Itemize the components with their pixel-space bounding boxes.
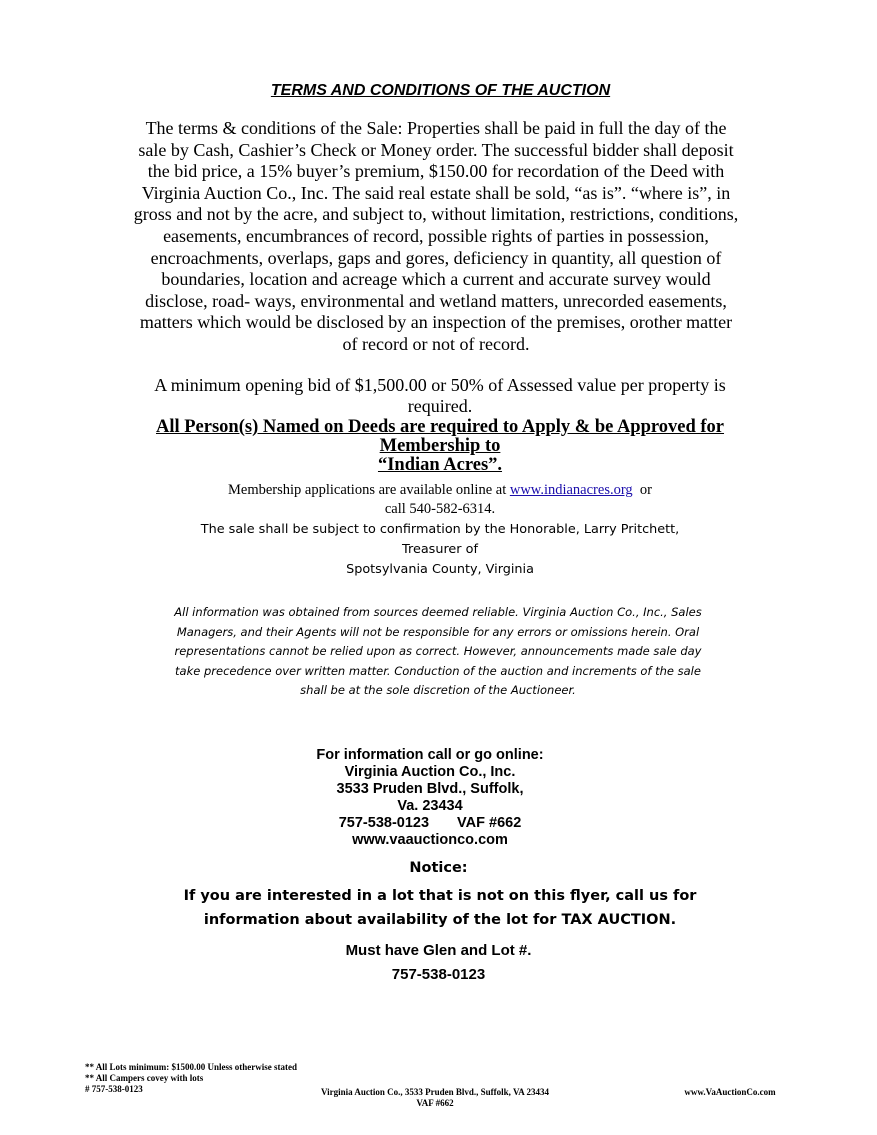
footer-note: ** All Campers covey with lots bbox=[85, 1073, 204, 1083]
terms-line: of record or not of record. bbox=[342, 333, 530, 354]
notice-heading: Notice: bbox=[409, 860, 468, 876]
approval-line: All Person(s) Named on Deeds are required to Apply & be Approved for bbox=[155, 417, 725, 437]
terms-paragraph bbox=[96, 118, 776, 356]
notice-line: If you are interested in a lot that is not on this flyer, call us for bbox=[183, 888, 697, 904]
membership-text-or: or bbox=[632, 482, 652, 498]
confirmation-line: The sale shall be subject to confirmation by the Honorable, Larry Pritchett, bbox=[200, 522, 680, 537]
disclaimer-line: representations cannot be relied upon as correct. However, announcements made sale day bbox=[174, 644, 702, 658]
contact-block bbox=[130, 747, 730, 849]
terms-line: the bid price, a 15% buyer’s premium, $150.00 for recordation of the Deed with bbox=[147, 161, 725, 182]
terms-line: matters which would be disclosed by an inspection of the premises, orother matter bbox=[139, 312, 733, 333]
glen-lot-requirement: Must have Glen and Lot #. bbox=[345, 942, 532, 959]
confirmation-statement bbox=[140, 520, 740, 580]
contact-heading: For information call or go online: bbox=[316, 747, 544, 763]
footer-phone: # 757-538-0123 bbox=[85, 1084, 143, 1094]
terms-line: sale by Cash, Cashier’s Check or Money order. The successful bidder shall deposit bbox=[138, 139, 734, 160]
disclaimer-line: take precedence over written matter. Conduction of the auction and increments of the sale bbox=[175, 663, 701, 678]
contact-website: www.vaauctionco.com bbox=[352, 832, 508, 848]
membership-phone: call 540-582-6314. bbox=[384, 501, 496, 517]
notice-text bbox=[80, 884, 800, 932]
terms-line: encroachments, overlaps, gaps and gores, deficiency in quantity, all question of bbox=[150, 247, 722, 268]
footer-notes bbox=[85, 1062, 297, 1095]
notice-phone: 757-538-0123 bbox=[391, 966, 486, 983]
footer-vaf: VAF #662 bbox=[416, 1098, 454, 1108]
terms-line: easements, encumbrances of record, possible rights of parties in possession, bbox=[163, 225, 709, 246]
approval-line: Membership to bbox=[379, 436, 501, 456]
footer-note: ** All Lots minimum: $1500.00 Unless otherwise stated bbox=[85, 1062, 297, 1072]
disclaimer bbox=[128, 603, 748, 701]
address-line-2: Va. 23434 bbox=[397, 798, 463, 814]
page-title: TERMS AND CONDITIONS OF THE AUCTION bbox=[270, 82, 611, 99]
terms-line: boundaries, location and acreage which a current and accurate survey would bbox=[161, 269, 711, 290]
membership-line bbox=[130, 481, 750, 500]
footer-address: Virginia Auction Co., 3533 Pruden Blvd., Suffolk, VA 23434 bbox=[320, 1087, 550, 1097]
minimum-bid-statement bbox=[100, 375, 780, 417]
footer-company bbox=[270, 1087, 600, 1109]
disclaimer-line: All information was obtained from sources deemed reliable. Virginia Auction Co., Inc., Sales bbox=[174, 605, 702, 619]
minimum-bid-line: required. bbox=[407, 396, 473, 416]
company-name: Virginia Auction Co., Inc. bbox=[344, 764, 516, 780]
minimum-bid-line: A minimum opening bid of $1,500.00 or 50% of Assessed value per property is bbox=[154, 375, 726, 395]
terms-line: disclose, road- ways, environmental and wetland matters, unrecorded easements, bbox=[145, 290, 727, 311]
notice-line: information about availability of the lot for TAX AUCTION. bbox=[203, 912, 677, 928]
address-line-1: 3533 Pruden Blvd., Suffolk, bbox=[336, 781, 524, 797]
membership-info bbox=[130, 481, 750, 519]
terms-line: The terms & conditions of the Sale: Properties shall be paid in full the day of the bbox=[145, 118, 727, 138]
membership-text: Membership applications are available online at bbox=[228, 482, 510, 498]
vaf-number: VAF #662 bbox=[457, 815, 522, 831]
terms-line: gross and not by the acre, and subject to, without limitation, restrictions, conditions, bbox=[133, 204, 739, 225]
approval-requirement bbox=[110, 418, 770, 475]
disclaimer-line: Managers, and their Agents will not be responsible for any errors or omissions herein. Oral bbox=[176, 624, 700, 639]
indian-acres-link[interactable]: www.indianacres.org bbox=[509, 482, 633, 498]
approval-line: “Indian Acres”. bbox=[377, 455, 503, 475]
terms-line: Virginia Auction Co., Inc. The said real estate shall be sold, “as is”. “where is”, in bbox=[141, 182, 731, 203]
confirmation-line: Treasurer of bbox=[402, 542, 478, 557]
footer-website: www.VaAuctionCo.com bbox=[684, 1087, 776, 1097]
disclaimer-line: shall be at the sole discretion of the Auctioneer. bbox=[300, 683, 576, 697]
phone-vaf-line bbox=[130, 815, 730, 832]
confirmation-line: Spotsylvania County, Virginia bbox=[346, 562, 534, 577]
contact-phone: 757-538-0123 bbox=[338, 815, 430, 831]
